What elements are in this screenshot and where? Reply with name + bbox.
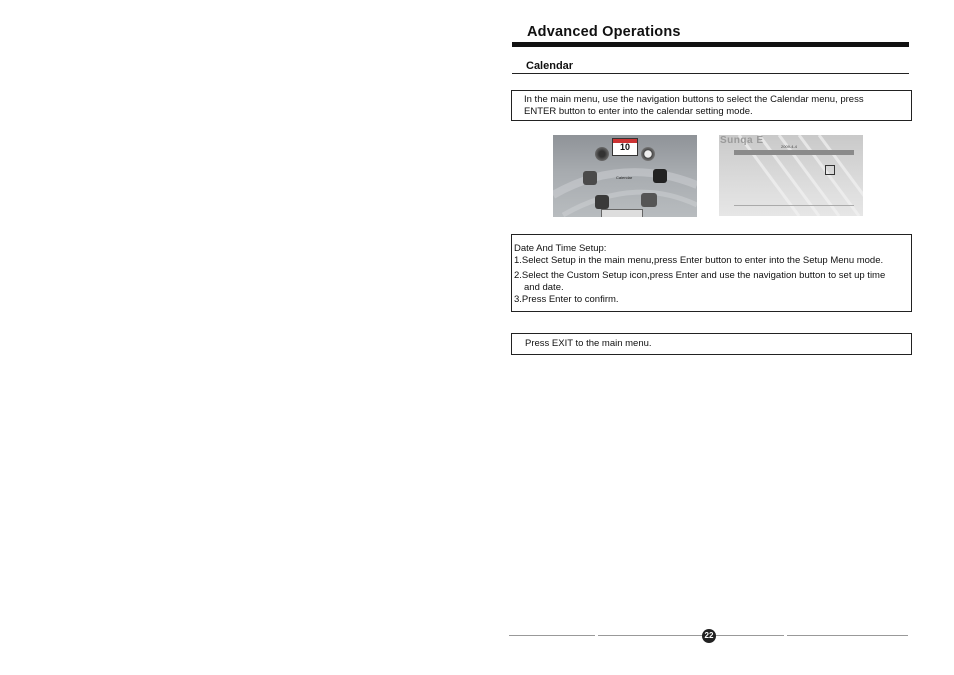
calendar-badge-date: 10 bbox=[619, 142, 630, 152]
photo-icon bbox=[583, 171, 597, 185]
footer-rule-left bbox=[509, 635, 595, 636]
calendar-selected-day bbox=[825, 165, 835, 175]
instruction-line-2: ENTER button to enter into the calendar setting mode. bbox=[524, 106, 753, 117]
main-menu-screenshot bbox=[553, 135, 697, 217]
calendar-month-title: 2009-4-4 bbox=[781, 144, 798, 149]
exit-instruction-text: Press EXIT to the main menu. bbox=[525, 338, 652, 349]
calendar-badge-icon bbox=[612, 138, 638, 156]
exit-instruction-box bbox=[511, 333, 912, 355]
clock-icon bbox=[641, 147, 655, 161]
calendar-grid bbox=[734, 155, 854, 206]
menu-caption: Calendar bbox=[616, 175, 633, 180]
instruction-box-calendar bbox=[511, 90, 912, 121]
section-title: Advanced Operations bbox=[527, 24, 681, 40]
setup-step-2-continued: and date. bbox=[524, 282, 564, 293]
title-rule bbox=[512, 42, 909, 47]
setup-step-1: 1.Select Setup in the main menu,press Enter button to enter into the Setup Menu mode. bbox=[514, 255, 884, 266]
date-time-setup-box bbox=[511, 234, 912, 312]
setup-step-3: 3.Press Enter to confirm. bbox=[514, 294, 619, 305]
subsection-rule bbox=[512, 73, 909, 74]
calendar-screenshot bbox=[719, 135, 863, 216]
setup-step-2: 2.Select the Custom Setup icon,press Enter and use the navigation button to set up time bbox=[514, 270, 886, 281]
footer-rule-right bbox=[787, 635, 908, 636]
menu-bottom-bar bbox=[601, 209, 643, 217]
subsection-title: Calendar bbox=[526, 60, 574, 72]
settings-icon bbox=[595, 147, 609, 161]
music-icon bbox=[653, 169, 667, 183]
calendar-brand-logo: Sunqa E bbox=[720, 135, 764, 146]
video-icon bbox=[595, 195, 609, 209]
instruction-line-1: In the main menu, use the navigation buttons to select the Calendar menu, press bbox=[524, 94, 864, 105]
page-number-badge: 22 bbox=[702, 629, 716, 643]
setup-heading: Date And Time Setup: bbox=[514, 243, 607, 254]
footer-rule-middle bbox=[598, 635, 784, 636]
file-icon bbox=[641, 193, 657, 207]
